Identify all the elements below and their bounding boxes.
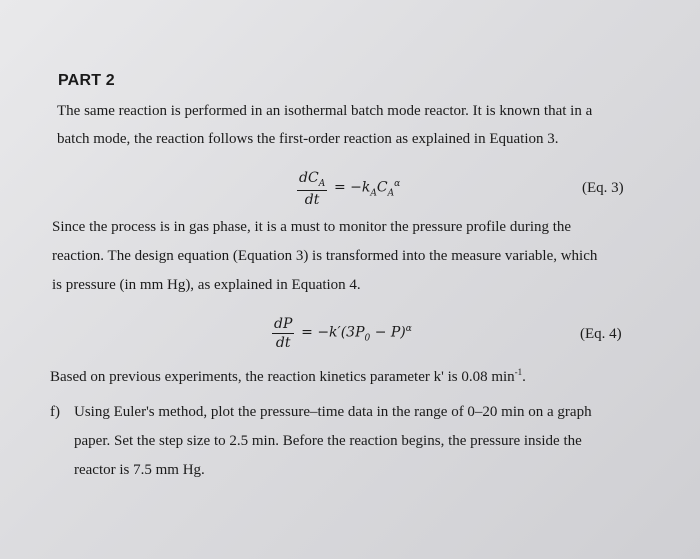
item-f-line3: reactor is 7.5 mm Hg.: [74, 462, 205, 478]
eq4-numerator: dP: [274, 316, 293, 332]
section-heading: PART 2: [58, 72, 115, 89]
paragraph1-line1: The same reaction is performed in an isothermal batch mode reactor. It is known that in a: [57, 103, 593, 119]
eq4-label: (Eq. 4): [580, 326, 622, 342]
eq4-rhs: = $-k'(3P_0 - P)^\alpha$: [301, 323, 412, 344]
paragraph2-line2: reaction. The design equation (Equation 3) is transformed into the measure variable, which: [52, 248, 598, 264]
paragraph2-line3: is pressure (in mm Hg), as explained in Equation 4.: [52, 277, 361, 293]
eq4-denominator: dt: [275, 335, 291, 351]
paragraph2-line1: Since the process is in gas phase, it is a must to monitor the pressure profile during the: [52, 219, 572, 235]
eq4-fraction: [272, 316, 294, 351]
eq3-fraction: [297, 170, 327, 208]
eq3-rhs: = $-k_AC_A^\alpha$: [333, 179, 401, 199]
eq3-label: (Eq. 3): [582, 180, 624, 196]
paragraph1-line2: batch mode, the reaction follows the first-order reaction as explained in Equation 3.: [57, 131, 559, 147]
eq3-numerator: $dC_A$: [299, 170, 326, 189]
equation-3: [297, 170, 400, 208]
paragraph3: Based on previous experiments, the reaction kinetics parameter k' is 0.08 $\min^{-1}$.: [50, 367, 526, 385]
item-f-line2: paper. Set the step size to 2.5 min. Before the reaction begins, the pressure inside the: [74, 433, 582, 449]
item-f-line1: Using Euler's method, plot the pressure–time data in the range of 0–20 min on a graph: [74, 404, 592, 420]
item-f-marker: f): [50, 404, 60, 420]
equation-4: [272, 316, 412, 351]
eq3-denominator: dt: [304, 191, 320, 208]
